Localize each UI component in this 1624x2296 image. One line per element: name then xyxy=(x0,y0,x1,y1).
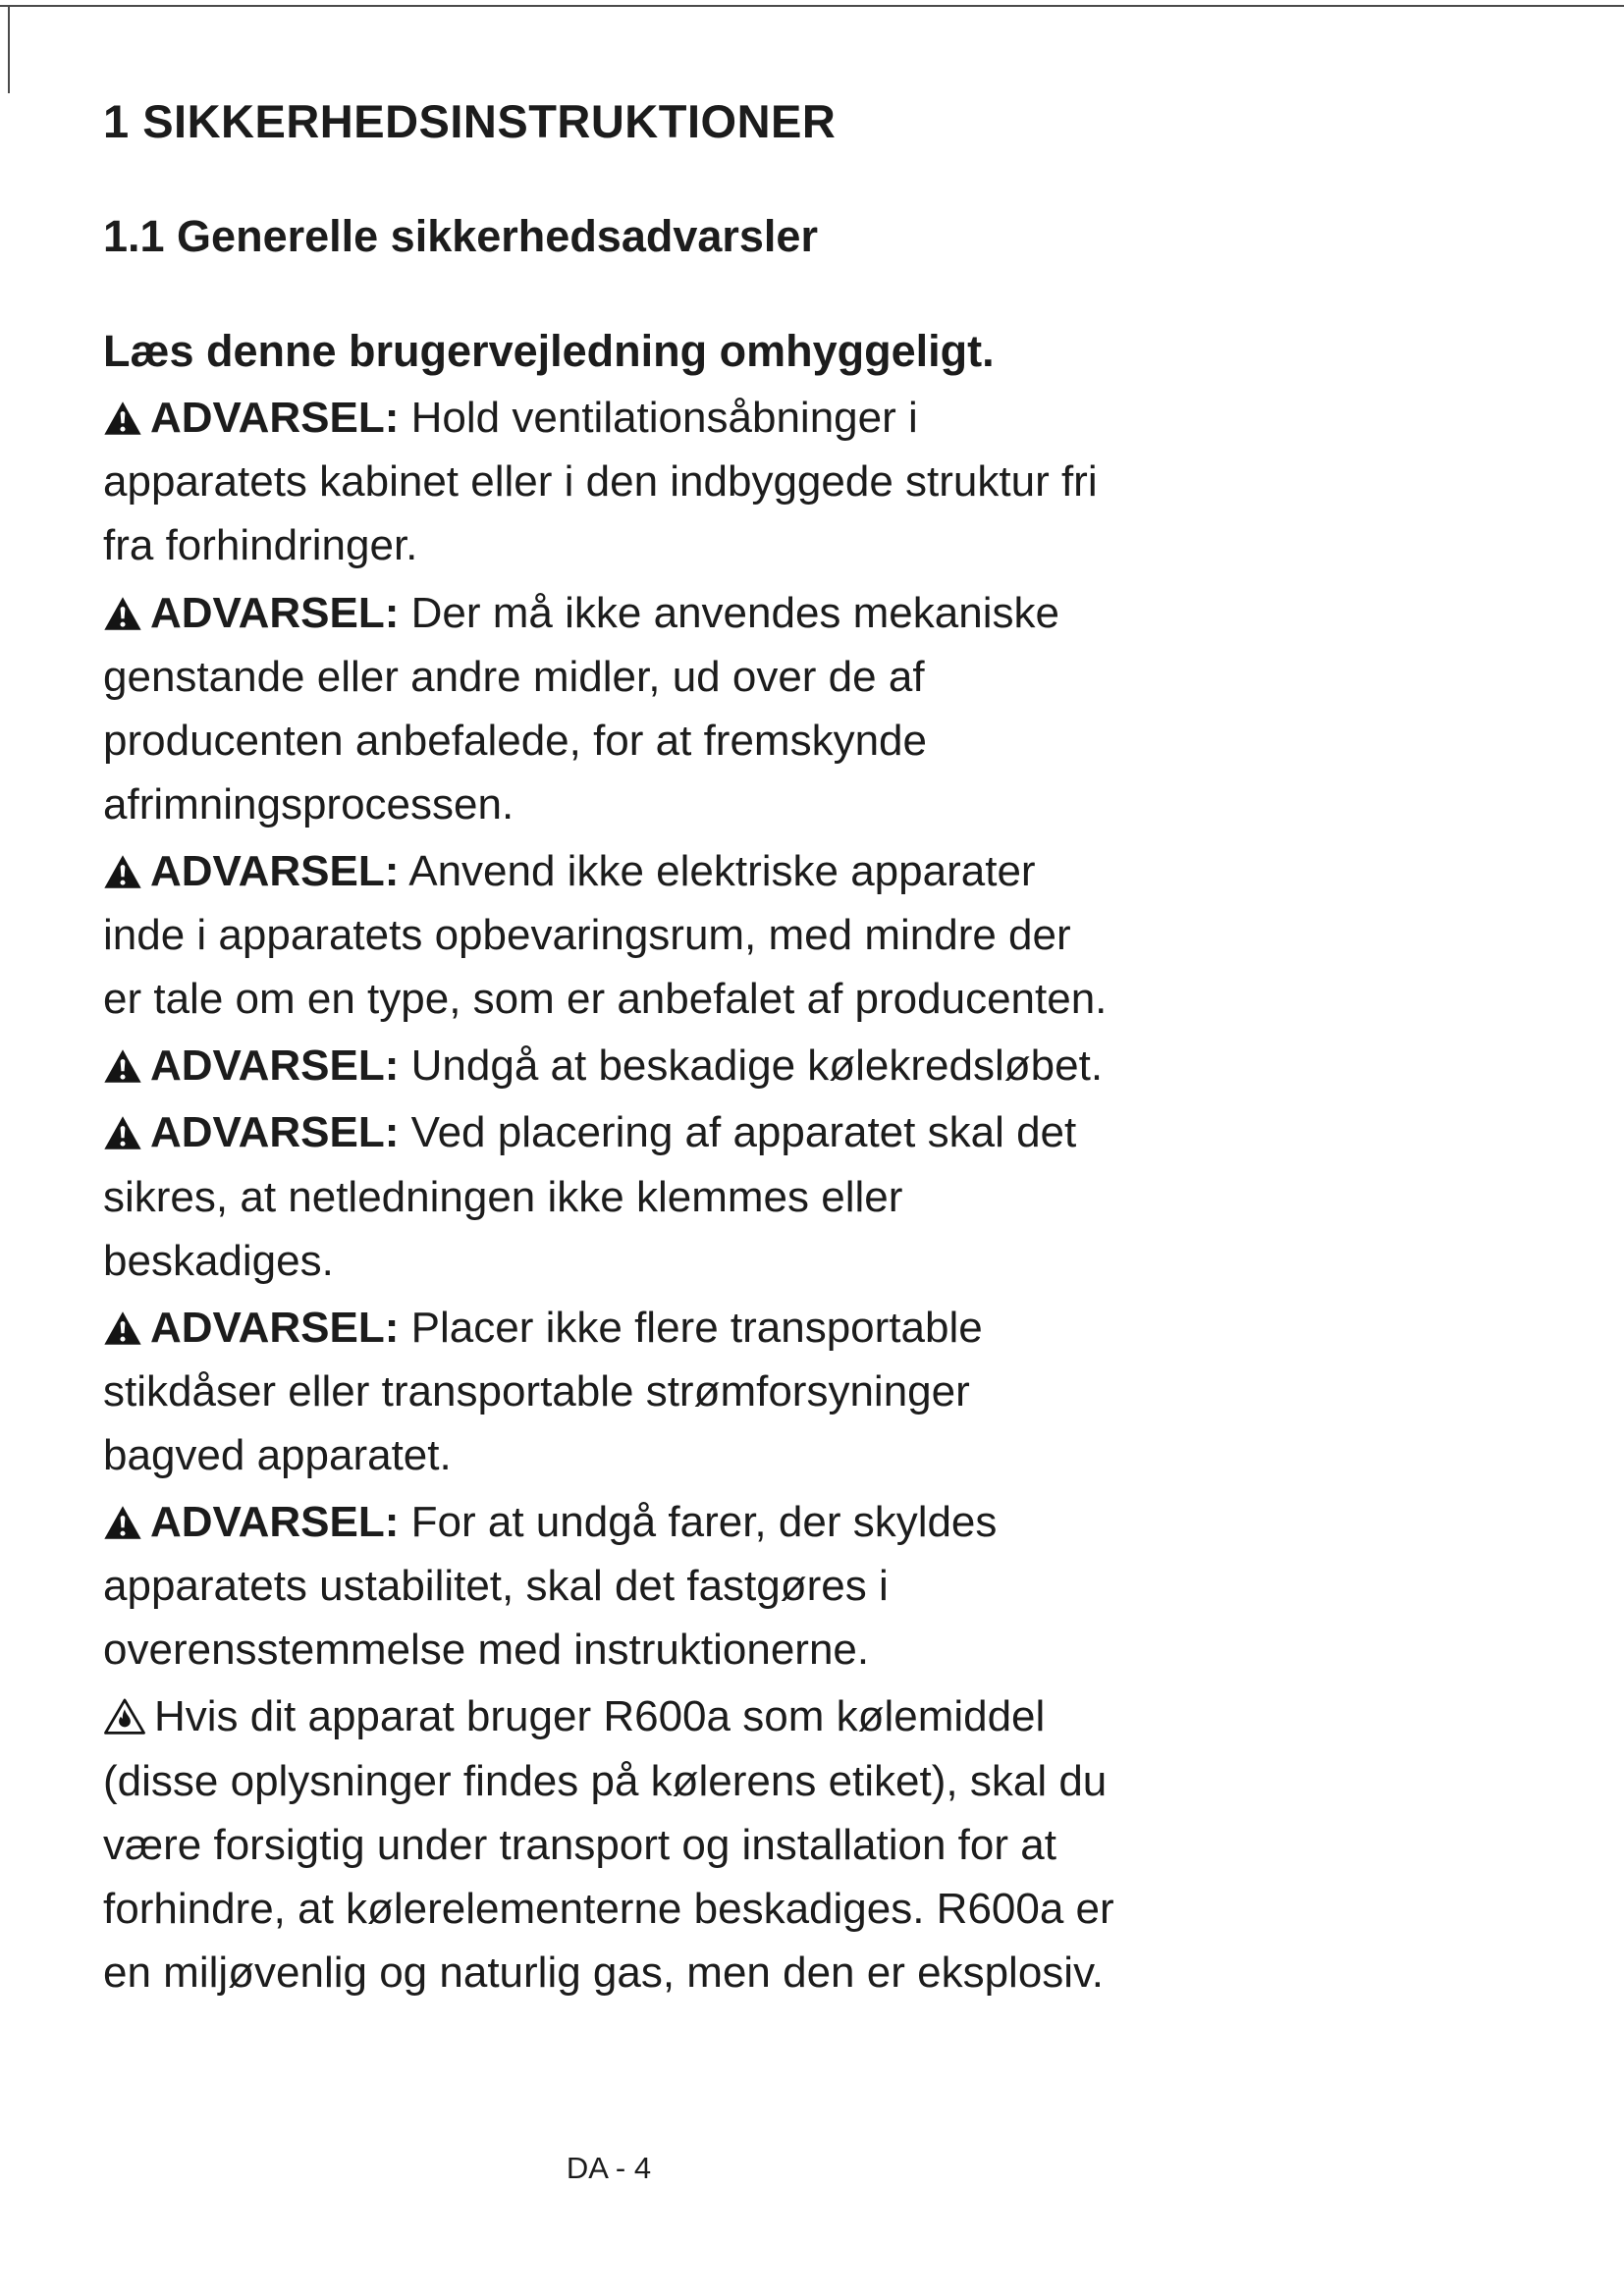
warning-paragraph xyxy=(103,1034,1114,1097)
warning-text: Anvend ikke elektriske apparater inde i apparatets opbevaringsrum, med mindre der er tale om en type, som er anbefalet af producenten. xyxy=(103,847,1108,1024)
scan-edge-artifact xyxy=(0,5,1624,7)
section-heading: 1 SIKKERHEDSINSTRUKTIONER xyxy=(103,95,837,147)
warning-triangle-icon xyxy=(103,596,142,631)
subsection-heading: 1.1 Generelle sikkerhedsadvarsler xyxy=(103,211,818,261)
advarsel-label: ADVARSEL: xyxy=(150,1041,400,1091)
warning-paragraph xyxy=(103,1490,1114,1682)
scan-edge-artifact xyxy=(8,5,10,93)
advarsel-label: ADVARSEL: xyxy=(150,1303,400,1352)
intro-text: Læs denne brugervejledning omhyggeligt. xyxy=(103,326,995,376)
page-content xyxy=(103,94,1114,2007)
warning-paragraph xyxy=(103,581,1114,836)
warning-text: Placer ikke flere transportable stikdåser eller transportable strømforsyninger bagved apparatet. xyxy=(103,1303,983,1479)
warning-paragraph xyxy=(103,1100,1114,1292)
warning-text: For at undgå farer, der skyldes apparatets ustabilitet, skal det fastgøres i overensstemmelse med instruktionerne. xyxy=(103,1498,998,1675)
warning-triangle-icon xyxy=(103,1505,142,1540)
advarsel-label: ADVARSEL: xyxy=(150,847,400,896)
advarsel-label: ADVARSEL: xyxy=(150,394,400,443)
advarsel-label: ADVARSEL: xyxy=(150,588,400,637)
advarsel-label: ADVARSEL: xyxy=(150,1498,400,1547)
warning-text: Hvis dit apparat bruger R600a som kølemiddel (disse oplysninger findes på kølerens etiket), skal du være forsigtig under transport og installation for at forhindre, at kølerelementerne beskadiges. R600a er en miljøvenlig og naturlig gas, men den er eksplosiv. xyxy=(103,1692,1114,1997)
warning-text: Ved placering af apparatet skal det sikres, at netledningen ikke klemmes eller beskadiges. xyxy=(103,1108,1077,1285)
advarsel-label: ADVARSEL: xyxy=(150,1108,400,1157)
flame-warning-paragraph xyxy=(103,1684,1114,2004)
warning-paragraph xyxy=(103,386,1114,577)
footer-page-number: DA - 4 xyxy=(566,2151,652,2185)
warning-triangle-icon xyxy=(103,1048,142,1084)
warning-paragraph xyxy=(103,1296,1114,1487)
flame-triangle-icon xyxy=(103,1697,146,1735)
warning-text: Hold ventilationsåbninger i apparatets kabinet eller i den indbyggede struktur fri fra forhindringer. xyxy=(103,394,1098,570)
warning-triangle-icon xyxy=(103,854,142,889)
warning-triangle-icon xyxy=(103,1115,142,1150)
warning-triangle-icon xyxy=(103,1310,142,1346)
warning-text: Undgå at beskadige kølekredsløbet. xyxy=(410,1041,1104,1091)
warning-text: Der må ikke anvendes mekaniske genstande eller andre midler, ud over de af producenten anbefalede, for at fremskynde afrimningsprocessen. xyxy=(103,588,1059,828)
warning-paragraph xyxy=(103,839,1114,1031)
warning-triangle-icon xyxy=(103,400,142,436)
